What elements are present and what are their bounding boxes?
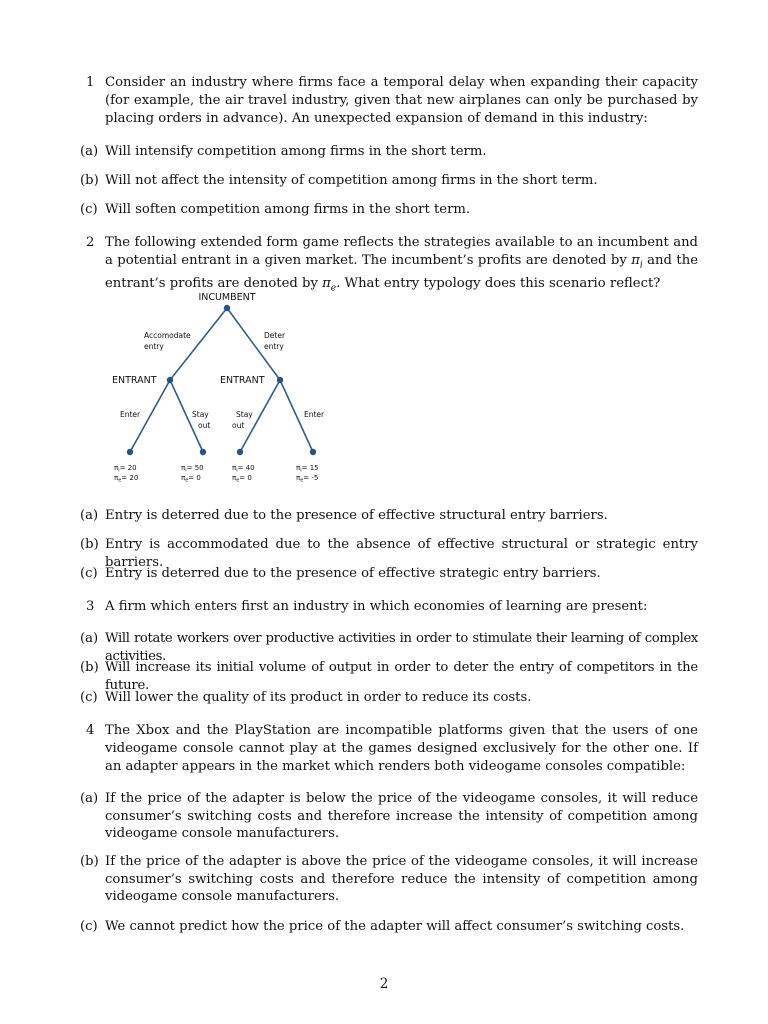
branch-label-enter: Enter [304,410,325,419]
terminal-node [310,449,316,455]
branch-label-stay-out: out [198,421,211,430]
option-label: (b) [80,537,99,552]
branch-label-stay-out: Stay [236,410,253,419]
option-4b [80,853,698,906]
option-label: (b) [80,660,99,675]
pi-symbol: π [631,253,640,269]
option-label: (a) [80,144,99,159]
payoff-entrant: $\pi_e= 0$ [232,474,252,484]
branch-label-accomodate: entry [144,342,164,351]
question-number: 1 [86,75,95,90]
payoff-incumbent: $\pi_i= 20$ [114,464,137,474]
option-label: (a) [80,791,99,806]
question-text: A firm which enters first an industry in which economies of learning are present: [105,599,648,614]
option-text: Entry is deterred due to the presence of effective structural entry barriers. [105,508,608,523]
question-number: 2 [86,235,95,250]
option-text: Will lower the quality of its product in order to reduce its costs. [105,690,532,705]
payoff-incumbent: $\pi_i= 40$ [232,464,255,474]
question-text: The Xbox and the PlayStation are incompatible platforms given that the users of one videogame console cannot play at the games designed exclusively for the other one. If an adapter appears in the market which renders both videogame consoles compatible: [105,723,698,775]
option-label: (b) [80,854,99,869]
branch-label-deter: entry [264,342,284,351]
option-4c [80,918,698,936]
payoff-incumbent: $\pi_i= 15$ [296,464,319,474]
pi-subscript: e [330,283,337,294]
payoff-entrant: $\pi_e= -5$ [296,474,319,484]
pi-symbol: π [322,276,331,292]
option-text: Entry is deterred due to the presence of effective strategic entry barriers. [105,566,601,581]
question-number: 4 [86,723,95,738]
option-text: Will increase its initial volume of output in order to deter the entry of competitors in the future. [105,660,698,693]
question-1 [86,74,698,129]
option-label: (a) [80,508,99,523]
incumbent-node [224,305,230,311]
option-label: (c) [80,919,98,934]
option-label: (a) [80,631,99,646]
option-text: If the price of the adapter is above the price of the videogame consoles, it will increase consumer’s switching costs and therefore reduce the intensity of competition among videogame console manufacturers. [105,854,698,905]
option-2a [80,507,698,525]
question-text-part3: . What entry typology does this scenario reflect? [336,276,661,292]
incumbent-label: INCUMBENT [198,292,256,303]
option-text: Will soften competition among firms in the short term. [105,202,471,217]
option-text: If the price of the adapter is below the price of the videogame consoles, it will reduce consumer’s switching costs and therefore increase the intensity of competition among videogame console manufacturers. [105,791,698,842]
option-4a [80,790,698,843]
terminal-node [237,449,243,455]
branch-label-accomodate: Accomodate [144,331,191,340]
pi-subscript: i [639,260,643,271]
page-number: 2 [379,976,389,992]
option-1c [80,201,698,219]
question-4 [86,722,698,777]
question-text-part2: and the entrant’s profits are denoted by [105,253,698,292]
branch-label-enter: Enter [120,410,141,419]
entrant-label-left: ENTRANT [112,375,157,386]
option-text: We cannot predict how the price of the adapter will affect consumer’s switching costs. [105,919,685,934]
question-number: 3 [86,599,95,614]
terminal-node [127,449,133,455]
option-2c [80,565,698,583]
payoff-incumbent: $\pi_i= 50$ [181,464,204,474]
option-1a [80,143,698,161]
option-text: Will not affect the intensity of competition among firms in the short term. [105,173,598,188]
question-3 [86,598,698,616]
terminal-node [200,449,206,455]
option-label: (c) [80,690,98,705]
question-text-part1: The following extended form game reflects the strategies available to an incumbent and a potential entrant in a given market. The incumbent’s profits are denoted by [105,235,698,269]
branch-label-stay-out: Stay [192,410,209,419]
option-label: (c) [80,202,98,217]
tree-edge [170,308,227,380]
entrant-node-right [277,377,283,383]
option-3c [80,689,698,707]
option-label: (c) [80,566,98,581]
branch-label-stay-out: out [232,421,245,430]
option-1b [80,172,698,190]
question-text: Consider an industry where firms face a temporal delay when expanding their capacity (for example, the air travel industry, given that new airplanes can only be purchased by placing orders in advance). An unexpected expansion of demand in this industry: [105,75,698,127]
extensive-form-game-tree [100,283,340,486]
option-text: Entry is accommodated due to the absence of effective structural or strategic entry barriers. [105,537,698,570]
entrant-label-right: ENTRANT [220,375,265,386]
branch-label-deter: Deter [264,331,286,340]
option-text: Will intensify competition among firms in the short term. [105,144,487,159]
entrant-node-left [167,377,173,383]
payoff-entrant: $\pi_e= 0$ [181,474,201,484]
option-label: (b) [80,173,99,188]
option-text: Will rotate workers over productive activities in order to stimulate their learning of complex activities. [105,631,698,664]
payoff-entrant: $\pi_e= 20$ [114,474,139,484]
